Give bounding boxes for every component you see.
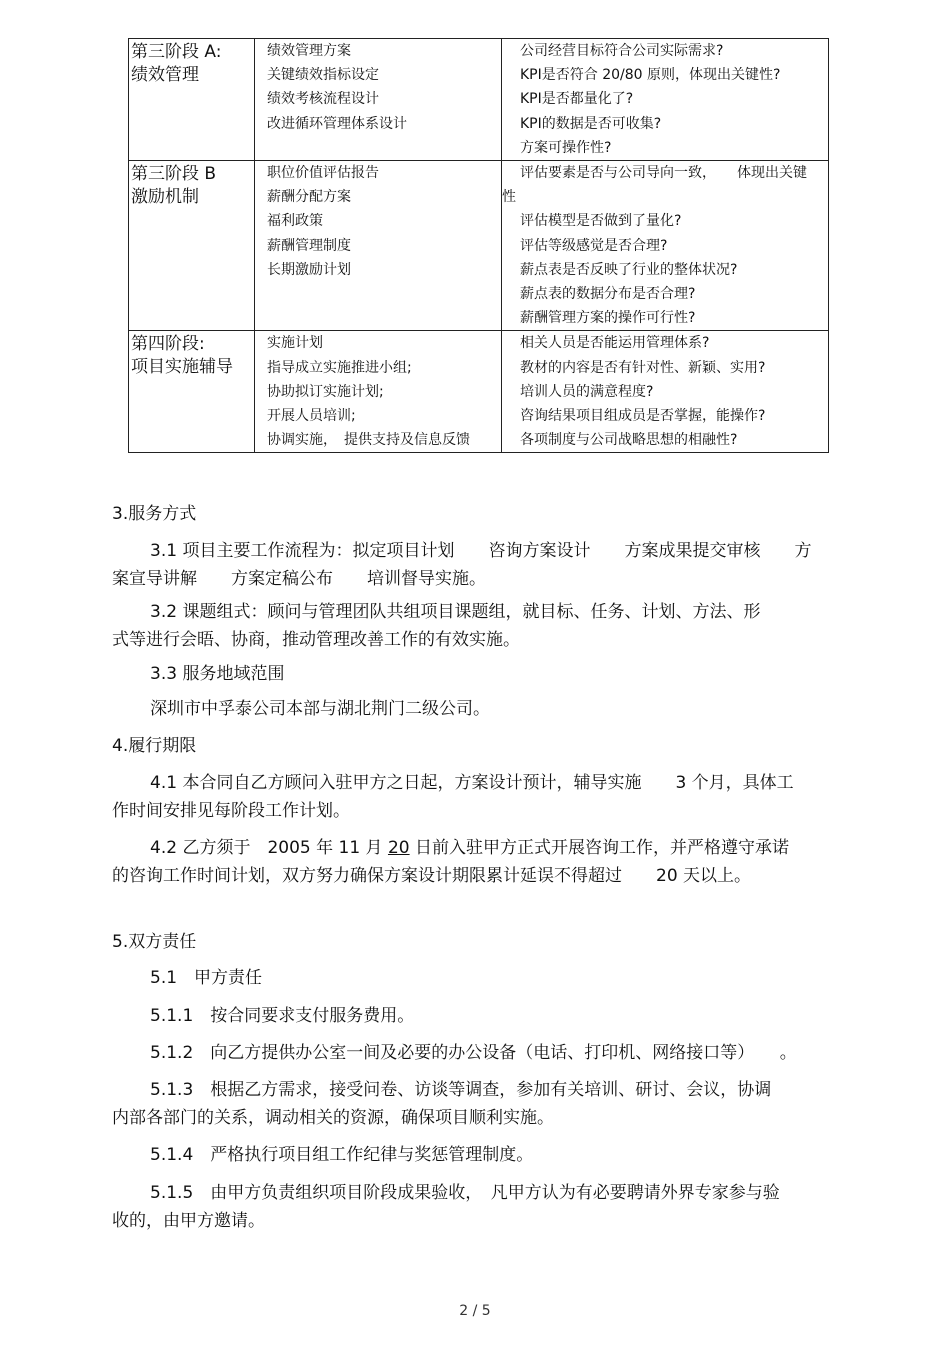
checkpoints-cell	[502, 331, 829, 453]
paragraph: 5.1.2 向乙方提供办公室一间及必要的办公设备（电话、打印机、网络接口等） 。	[150, 1043, 797, 1063]
list-item: 福利政策	[267, 213, 323, 230]
paragraph: 5.1 甲方责任	[150, 968, 263, 988]
paragraph: 5.1.1 按合同要求支付服务费用。	[150, 1006, 415, 1026]
paragraph: 作时间安排见每阶段工作计划。	[112, 801, 350, 821]
list-item: 方案可操作性?	[520, 139, 612, 156]
list-item: 相关人员是否能运用管理体系?	[520, 335, 710, 352]
list-item: 评估要素是否与公司导向一致， 体现出关键	[520, 165, 807, 182]
paragraph: 5.1.5 由甲方负责组织项目阶段成果验收， 凡甲方认为有必要聘请外界专家参与验	[150, 1183, 780, 1203]
stage-subtitle: 项目实施辅导	[131, 357, 233, 378]
list-item: 改进循环管理体系设计	[267, 115, 407, 132]
paragraph: 内部各部门的关系，调动相关的资源，确保项目顺利实施。	[112, 1108, 554, 1128]
stage-cell	[129, 39, 255, 161]
list-item: 实施计划	[267, 335, 323, 352]
list-item: 培训人员的满意程度?	[520, 383, 654, 400]
table-row	[129, 161, 829, 331]
stage-cell	[129, 161, 255, 331]
date-day: 20	[387, 838, 410, 858]
paragraph	[150, 834, 789, 862]
list-item: 薪酬分配方案	[267, 189, 351, 206]
table-row	[129, 39, 829, 161]
list-item: 薪酬管理方案的操作可行性?	[520, 310, 696, 327]
paragraph-text: 4.2 乙方须于 2005 年 11 月	[150, 838, 388, 858]
list-item: 评估等级感觉是否合理?	[520, 237, 668, 254]
paragraph: 3.1 项目主要工作流程为：拟定项目计划 咨询方案设计 方案成果提交审核 方	[150, 541, 812, 561]
list-item: 协调实施， 提供支持及信息反馈	[267, 432, 470, 449]
table-row	[129, 331, 829, 453]
list-item: 开展人员培训;	[267, 408, 356, 425]
paragraph-text: 日前入驻甲方正式开展咨询工作，并严格遵守承诺	[409, 838, 789, 858]
list-item: 薪点表的数据分布是否合理?	[520, 286, 696, 303]
list-item: 绩效管理方案	[267, 43, 351, 59]
list-item: 公司经营目标符合公司实际需求?	[520, 43, 724, 59]
list-item: 关键绩效指标设定	[267, 67, 379, 84]
stage-table	[128, 38, 829, 453]
paragraph: 案宣导讲解 方案定稿公布 培训督导实施。	[112, 569, 486, 589]
paragraph: 收的，由甲方邀请。	[112, 1211, 265, 1231]
stage-cell	[129, 331, 255, 453]
list-item: 协助拟订实施计划;	[267, 383, 384, 400]
page-number: 2 / 5	[459, 1303, 491, 1319]
deliverables-cell	[255, 39, 502, 161]
list-item: 职位价值评估报告	[267, 165, 379, 182]
list-item: 绩效考核流程设计	[267, 91, 379, 108]
stage-subtitle: 绩效管理	[131, 65, 199, 85]
stage-title: 第四阶段:	[131, 334, 205, 355]
paragraph: 深圳市中孚泰公司本部与湖北荆门二级公司。	[150, 699, 490, 719]
list-item: KPI的数据是否可收集?	[520, 115, 662, 132]
deliverables-cell	[255, 331, 502, 453]
list-item: 指导成立实施推进小组;	[267, 359, 412, 376]
list-item: 薪点表是否反映了行业的整体状况?	[520, 261, 738, 278]
list-item: 教材的内容是否有针对性、新颖、实用?	[520, 359, 766, 376]
checkpoints-cell	[502, 161, 829, 331]
paragraph: 的咨询工作时间计划，双方努力确保方案设计期限累计延误不得超过 20 天以上。	[112, 866, 752, 886]
list-item: KPI是否符合 20/80 原则，体现出关键性?	[520, 67, 781, 84]
section-heading: 5.双方责任	[112, 932, 197, 952]
list-item: 长期激励计划	[267, 261, 351, 278]
list-item: 各项制度与公司战略思想的相融性?	[520, 432, 738, 449]
list-item: 评估模型是否做到了量化?	[520, 213, 682, 230]
stage-title: 第三阶段 A:	[131, 42, 222, 62]
paragraph: 5.1.3 根据乙方需求，接受问卷、访谈等调查，参加有关培训、研讨、会议，协调	[150, 1080, 772, 1100]
stage-subtitle: 激励机制	[131, 187, 199, 208]
stage-title: 第三阶段 B	[131, 164, 217, 185]
paragraph: 3.3 服务地域范围	[150, 664, 285, 684]
paragraph: 式等进行会晤、协商，推动管理改善工作的有效实施。	[112, 630, 520, 650]
list-item: 咨询结果项目组成员是否掌握，能操作?	[520, 408, 766, 425]
paragraph: 5.1.4 严格执行项目组工作纪律与奖惩管理制度。	[150, 1145, 534, 1165]
paragraph: 3.2 课题组式：顾问与管理团队共组项目课题组，就目标、任务、计划、方法、形	[150, 602, 761, 622]
list-item-continued: 性	[502, 189, 516, 206]
paragraph: 4.1 本合同自乙方顾问入驻甲方之日起，方案设计预计，辅导实施 3 个月，具体工	[150, 773, 794, 793]
list-item: KPI是否都量化了?	[520, 91, 634, 108]
section-heading: 3.服务方式	[112, 504, 197, 524]
deliverables-cell	[255, 161, 502, 331]
list-item: 薪酬管理制度	[267, 237, 351, 254]
section-heading: 4.履行期限	[112, 736, 197, 756]
checkpoints-cell	[502, 39, 829, 161]
